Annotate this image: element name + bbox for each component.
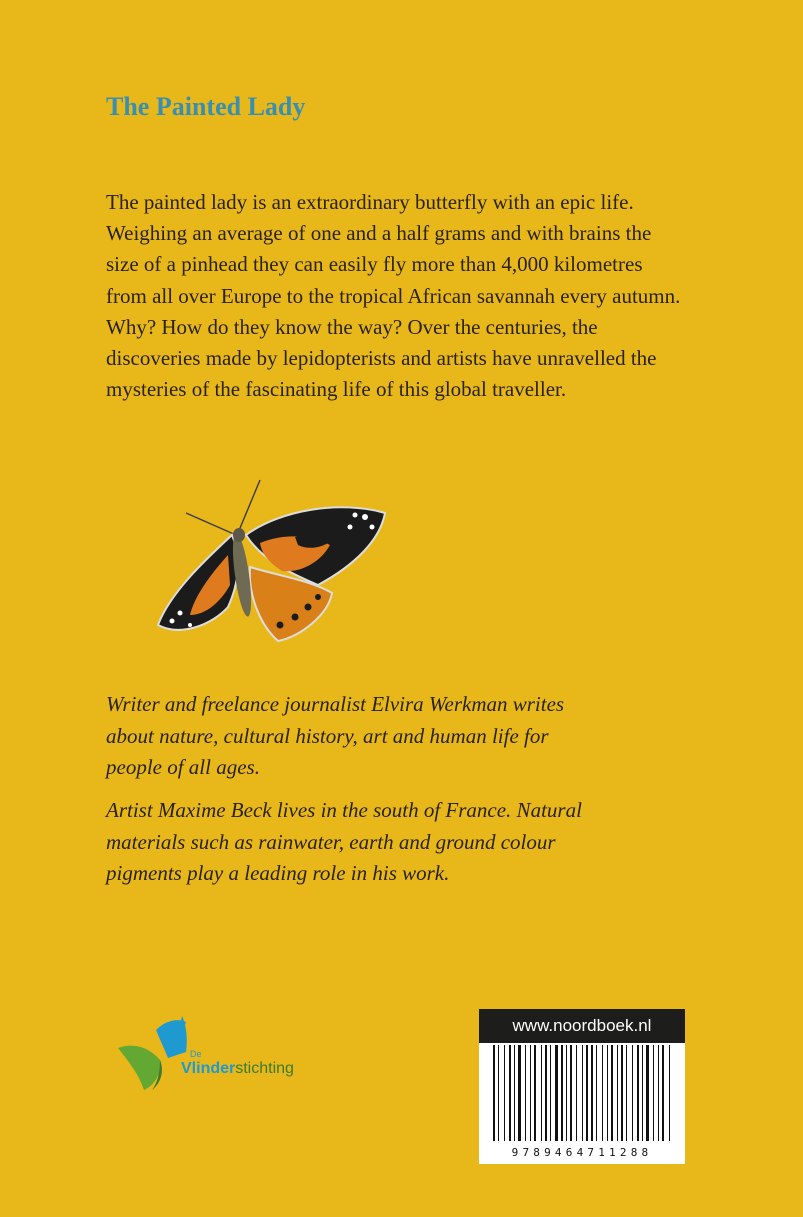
barcode-bars-icon: [479, 1043, 685, 1145]
publisher-url: www.noordboek.nl: [479, 1009, 685, 1043]
book-blurb: The painted lady is an extraordinary butterfly with an epic life. Weighing an average of one and a half grams and with brains the size of a pinhead they can easily fly more than 4,000 kilometres from all over Europe to the tropical African savannah every autumn. Why? How do they know the way? Over the centuries, the discoveries made by lepidopterists and artists have unravelled the mysteries of the fascinating life of this global traveller.: [106, 190, 681, 402]
logo-wordmark: [181, 1060, 294, 1078]
isbn-barcode: [479, 1009, 685, 1164]
book-title: The Painted Lady: [106, 92, 306, 121]
logo-stichting-text: stichting: [235, 1060, 294, 1077]
vlinderstichting-logo-icon: [116, 1012, 316, 1094]
logo-vlinder-text: Vlinder: [181, 1060, 236, 1077]
artist-bio: Artist Maxime Beck lives in the south of France. Natural materials such as rainwater, earth and ground colour pigments play a leading role in his work.: [106, 798, 582, 885]
isbn-digits: 9789464711288: [511, 1146, 653, 1159]
logo-de-text: De: [190, 1049, 202, 1059]
butterfly-illustration: [150, 475, 395, 645]
writer-bio: Writer and freelance journalist Elvira Werkman writes about nature, cultural history, art and human life for people of all ages.: [106, 692, 565, 779]
